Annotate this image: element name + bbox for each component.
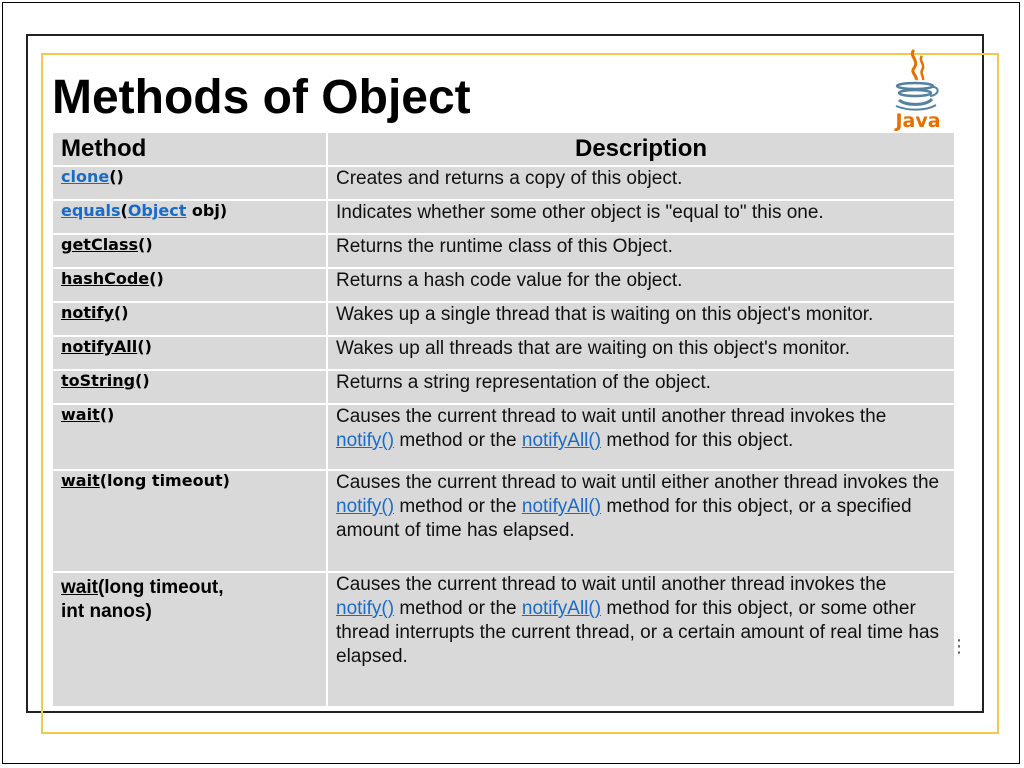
method-cell: wait() (52, 404, 327, 470)
method-cell: notifyAll() (52, 336, 327, 370)
notifyall-link[interactable]: notifyAll() (521, 430, 602, 451)
slide-artifact: ⋮ (950, 636, 968, 657)
method-name-notifyall[interactable]: notifyAll (61, 337, 138, 356)
method-link-clone[interactable]: clone (61, 167, 110, 186)
methods-table (51, 131, 956, 708)
table-row (52, 370, 955, 404)
table-row (52, 234, 955, 268)
method-name-wait[interactable]: wait (61, 405, 100, 424)
table-row (52, 572, 955, 707)
java-logo-text: Java (895, 110, 941, 132)
java-logo (888, 46, 948, 136)
table-row (52, 302, 955, 336)
description-cell: Returns a hash code value for the object. (327, 268, 955, 302)
table-row (52, 404, 955, 470)
column-header-method: Method (52, 132, 327, 166)
table-row (52, 336, 955, 370)
method-name-wait-nanos[interactable]: wait (61, 577, 98, 598)
description-cell: Causes the current thread to wait until another thread invokes the notify() method or the notifyAll() method for this object. (327, 404, 955, 470)
method-cell: hashCode() (52, 268, 327, 302)
method-cell: getClass() (52, 234, 327, 268)
type-link-object[interactable]: Object (127, 201, 187, 220)
description-cell: Returns a string representation of the object. (327, 370, 955, 404)
method-cell: toString() (52, 370, 327, 404)
method-name-tostring[interactable]: toString (61, 371, 136, 390)
table-row (52, 268, 955, 302)
method-name-hashcode[interactable]: hashCode (61, 269, 150, 288)
column-header-description: Description (327, 132, 955, 166)
description-cell: Wakes up all threads that are waiting on this object's monitor. (327, 336, 955, 370)
method-cell: wait(long timeout) (52, 470, 327, 572)
description-cell: Creates and returns a copy of this object. (327, 166, 955, 200)
notifyall-link[interactable]: notifyAll() (521, 598, 602, 619)
java-cup-icon (888, 46, 948, 112)
description-cell: Indicates whether some other object is "equal to" this one. (327, 200, 955, 234)
notify-link[interactable]: notify() (336, 598, 395, 619)
method-name-getclass[interactable]: getClass (61, 235, 139, 254)
table-row (52, 166, 955, 200)
method-cell: clone() (52, 166, 327, 200)
notify-link[interactable]: notify() (336, 430, 395, 451)
slide-title: Methods of Object (52, 71, 471, 124)
table-header-row (52, 132, 955, 166)
method-cell: notify() (52, 302, 327, 336)
description-cell: Returns the runtime class of this Object. (327, 234, 955, 268)
table-row (52, 470, 955, 572)
notifyall-link[interactable]: notifyAll() (521, 496, 602, 517)
method-name-notify[interactable]: notify (61, 303, 114, 322)
method-cell: wait(long timeout, int nanos) (52, 572, 327, 707)
notify-link[interactable]: notify() (336, 496, 395, 517)
table-row (52, 200, 955, 234)
description-cell: Causes the current thread to wait until either another thread invokes the notify() method or the notifyAll() method for this object, or a specified amount of time has elapsed. (327, 470, 955, 572)
method-cell: equals(Object obj) (52, 200, 327, 234)
method-name-wait-timeout[interactable]: wait (61, 471, 100, 490)
method-link-equals[interactable]: equals (61, 201, 121, 220)
description-cell: Causes the current thread to wait until another thread invokes the notify() method or the notifyAll() method for this object, or some other thread interrupts the current thread, or a certain amount of real time has elapsed. (327, 572, 955, 707)
description-cell: Wakes up a single thread that is waiting on this object's monitor. (327, 302, 955, 336)
